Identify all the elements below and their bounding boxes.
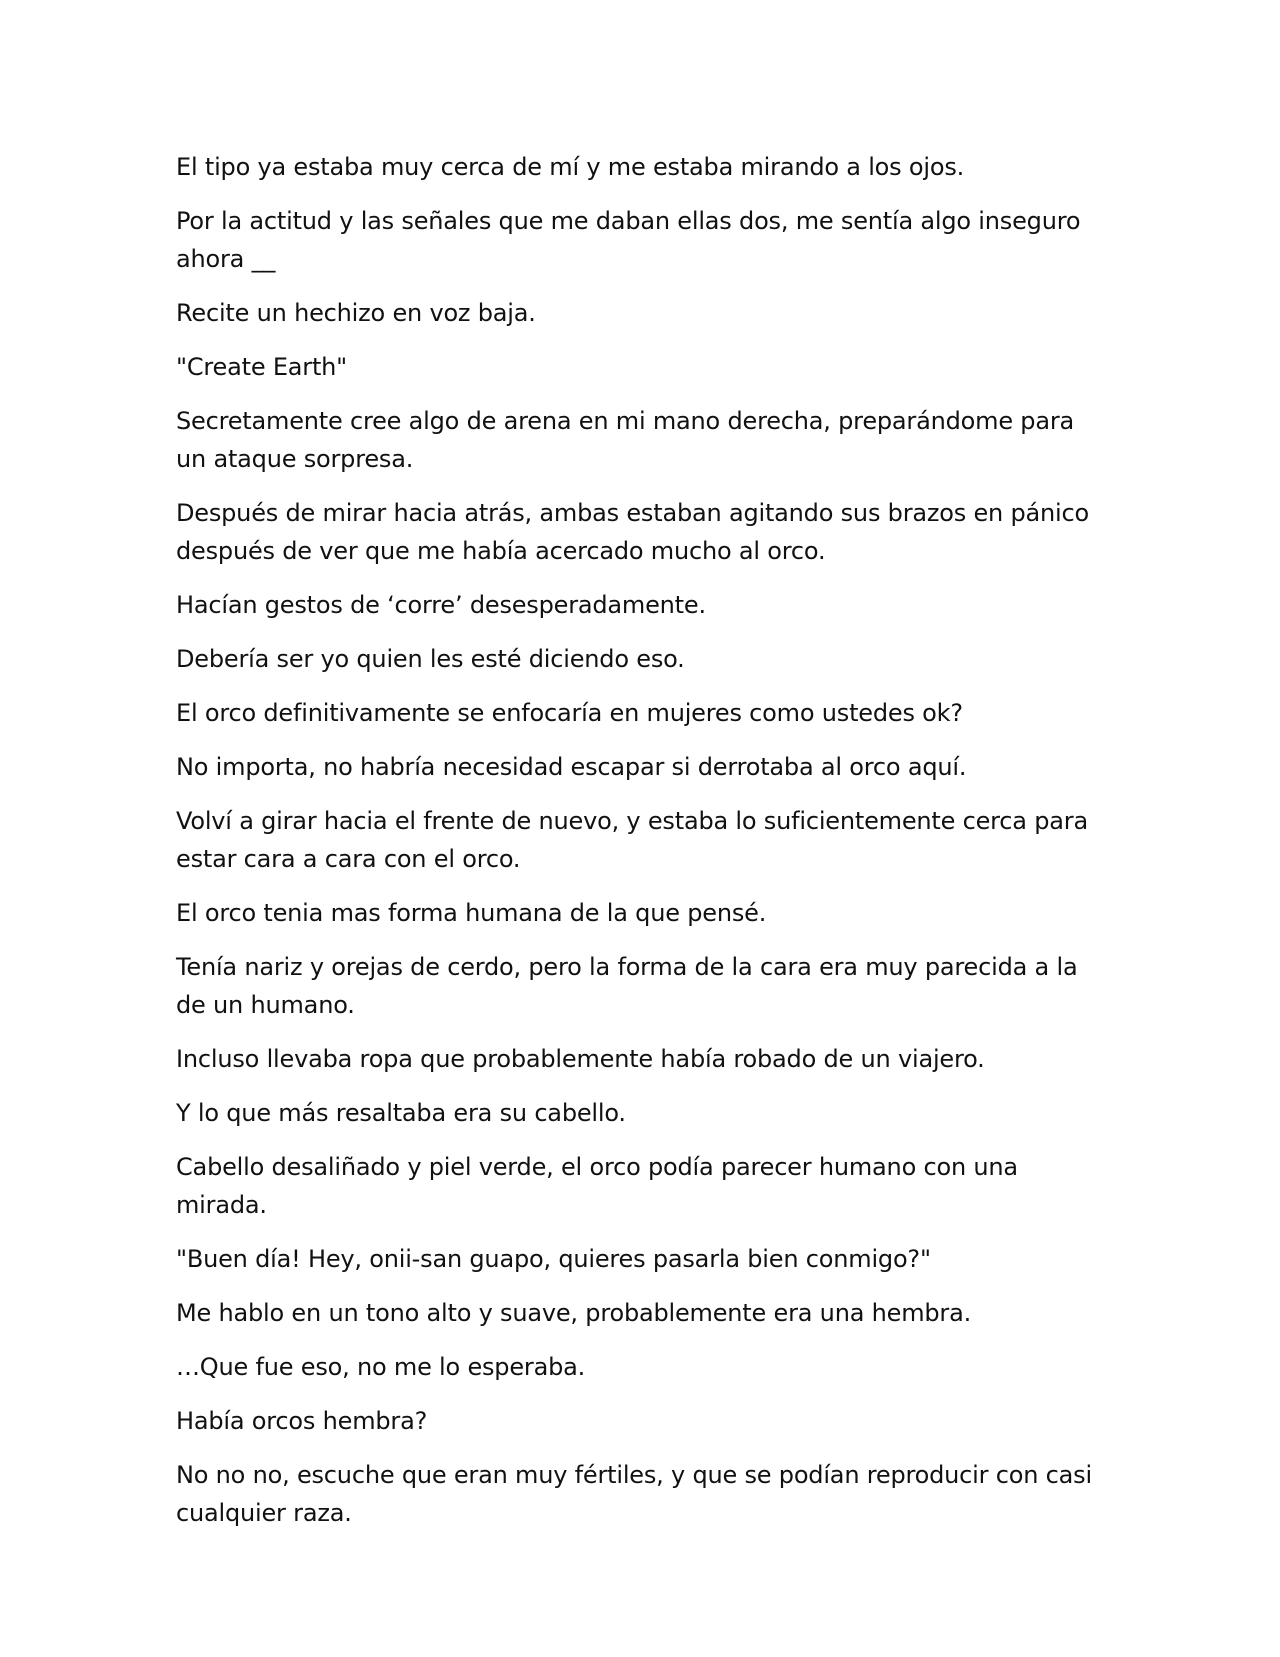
paragraph: Secretamente cree algo de arena en mi mano derecha, preparándome para un ataque sorpresa. [176, 407, 1075, 473]
paragraph: "Buen día! Hey, onii-san guapo, quieres pasarla bien conmigo?" [176, 1245, 931, 1273]
paragraph: No importa, no habría necesidad escapar si derrotaba al orco aquí. [176, 753, 967, 781]
paragraph: El tipo ya estaba muy cerca de mí y me estaba mirando a los ojos. [176, 153, 965, 181]
paragraph: Había orcos hembra? [176, 1407, 428, 1435]
paragraph: Por la actitud y las señales que me daban ellas dos, me sentía algo inseguro ahora __ [176, 207, 1081, 273]
paragraph: No no no, escuche que eran muy fértiles, y que se podían reproducir con casi cualquier raza. [176, 1461, 1092, 1527]
paragraph: "Create Earth" [176, 353, 348, 381]
paragraph: Volví a girar hacia el frente de nuevo, y estaba lo suficientemente cerca para estar cara a cara con el orco. [176, 807, 1088, 873]
paragraph: Me hablo en un tono alto y suave, probablemente era una hembra. [176, 1299, 972, 1327]
paragraph: Hacían gestos de ‘corre’ desesperadamente. [176, 591, 706, 619]
paragraph: Debería ser yo quien les esté diciendo eso. [176, 645, 685, 673]
paragraph: …Que fue eso, no me lo esperaba. [176, 1353, 586, 1381]
paragraph: Cabello desaliñado y piel verde, el orco podía parecer humano con una mirada. [176, 1153, 1018, 1219]
paragraph: Incluso llevaba ropa que probablemente había robado de un viajero. [176, 1045, 985, 1073]
paragraph: Recite un hechizo en voz baja. [176, 299, 536, 327]
paragraph: Y lo que más resaltaba era su cabello. [176, 1099, 626, 1127]
document-body [176, 148, 1096, 1548]
paragraph: Tenía nariz y orejas de cerdo, pero la forma de la cara era muy parecida a la de un humano. [176, 953, 1078, 1019]
paragraph: El orco definitivamente se enfocaría en mujeres como ustedes ok? [176, 699, 963, 727]
paragraph: El orco tenia mas forma humana de la que pensé. [176, 899, 767, 927]
paragraph: Después de mirar hacia atrás, ambas estaban agitando sus brazos en pánico después de ver que me había acercado mucho al orco. [176, 499, 1089, 565]
